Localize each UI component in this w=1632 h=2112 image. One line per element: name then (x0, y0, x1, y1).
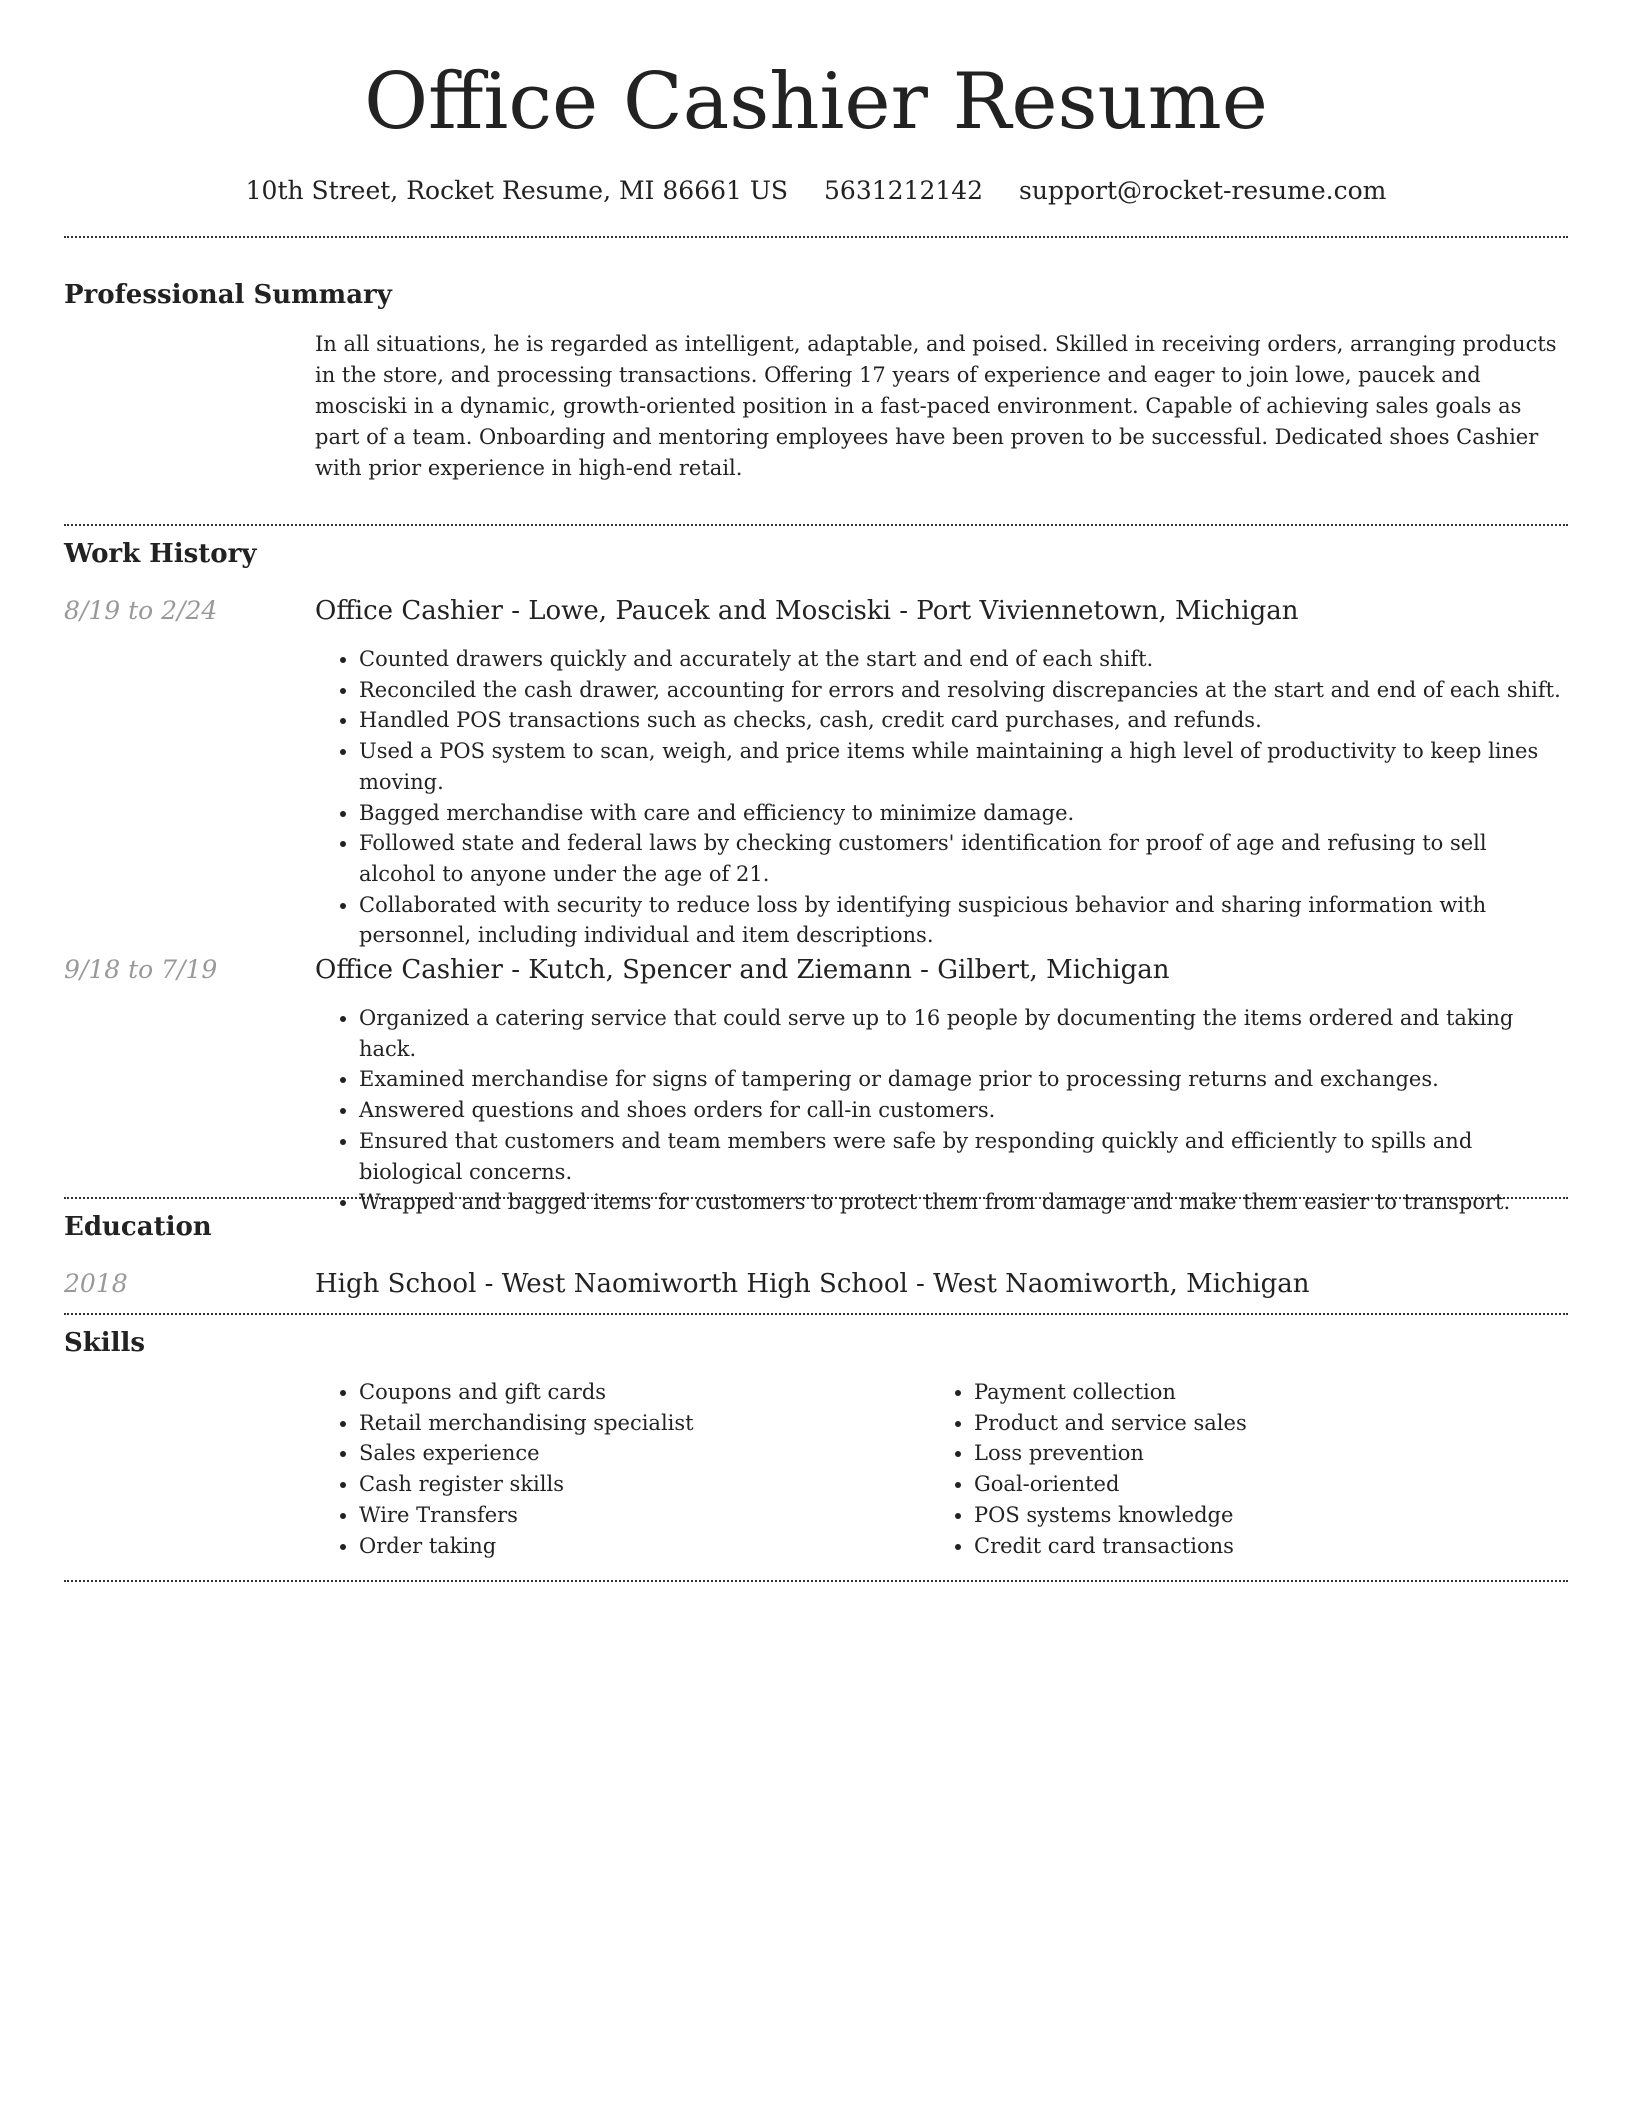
skills-column-left (315, 1377, 915, 1561)
list-item: • Collaborated with security to reduce loss by identifying suspicious behavior and sharing information with personnel, including individual and item descriptions. (359, 890, 1568, 951)
page-title: Office Cashier Resume (364, 57, 1268, 147)
job-date: 8/19 to 2/24 (64, 596, 218, 625)
phone: 5631212142 (824, 176, 984, 205)
skills-list (64, 1377, 1568, 1580)
list-item: • Product and service sales (974, 1408, 1530, 1439)
job-date: 9/18 to 7/19 (64, 955, 218, 984)
education-heading: Education (64, 1212, 212, 1242)
list-item: • Cash register skills (359, 1469, 915, 1500)
education-entry (64, 1267, 1568, 1313)
list-item: • Used a POS system to scan, weigh, and price items while maintaining a high level of productivity to keep lines moving. (359, 736, 1568, 797)
divider (64, 1580, 1568, 1582)
list-item: • Payment collection (974, 1377, 1530, 1408)
education-title: High School - West Naomiworth High School - West Naomiworth, Michigan (315, 1269, 1310, 1299)
list-item: • POS systems knowledge (974, 1500, 1530, 1531)
divider (64, 236, 1568, 238)
contact-line (64, 174, 1568, 208)
skills-column-right (930, 1377, 1530, 1561)
list-item: • Wrapped and bagged items for customers to protect them from damage and make them easier to transport. (359, 1187, 1568, 1218)
job-bullets (315, 644, 1568, 951)
list-item: • Ensured that customers and team members were safe by responding quickly and efficiently to spills and biological concerns. (359, 1126, 1568, 1187)
list-item: • Answered questions and shoes orders for call-in customers. (359, 1095, 1568, 1126)
list-item: • Wire Transfers (359, 1500, 915, 1531)
list-item: • Followed state and federal laws by checking customers' identification for proof of age and refusing to sell alcohol to anyone under the age of 21. (359, 828, 1568, 889)
list-item: • Retail merchandising specialist (359, 1408, 915, 1439)
job-title: Office Cashier - Lowe, Paucek and Mosciski - Port Viviennetown, Michigan (315, 596, 1299, 626)
work-history-heading: Work History (64, 539, 257, 569)
email: support@rocket-resume.com (1019, 176, 1387, 205)
divider (64, 524, 1568, 526)
list-item: • Credit card transactions (974, 1531, 1530, 1562)
list-item: • Reconciled the cash drawer, accounting for errors and resolving discrepancies at the start and end of each shift. (359, 675, 1568, 706)
skills-heading: Skills (64, 1328, 146, 1358)
list-item: • Examined merchandise for signs of tampering or damage prior to processing returns and exchanges. (359, 1064, 1568, 1095)
job-entry (64, 594, 1568, 953)
list-item: • Sales experience (359, 1438, 915, 1469)
divider (64, 1313, 1568, 1315)
list-item: • Counted drawers quickly and accurately at the start and end of each shift. (359, 644, 1568, 675)
resume-page (64, 0, 1568, 1582)
list-item: • Coupons and gift cards (359, 1377, 915, 1408)
list-item: • Goal-oriented (974, 1469, 1530, 1500)
list-item: • Organized a catering service that could serve up to 16 people by documenting the items ordered and taking hack. (359, 1003, 1568, 1064)
list-item: • Loss prevention (974, 1438, 1530, 1469)
education-date: 2018 (64, 1269, 128, 1298)
list-item: • Order taking (359, 1531, 915, 1562)
job-entry (64, 953, 1568, 1215)
summary-text: In all situations, he is regarded as intelligent, adaptable, and poised. Skilled in receiving orders, arranging products in the store, and processing transactions. Offering 17 years of experience and eager to join lowe, paucek and mosciski in a dynamic, growth-oriented position in a fast-paced environment. Capable of achieving sales goals as part of a team. Onboarding and mentoring employees have been proven to be successful. Dedicated shoes Cashier with prior experience in high-end retail. (315, 332, 1557, 480)
job-bullets (315, 1003, 1568, 1218)
job-title: Office Cashier - Kutch, Spencer and Ziemann - Gilbert, Michigan (315, 955, 1170, 985)
summary-heading: Professional Summary (64, 280, 392, 310)
address: 10th Street, Rocket Resume, MI 86661 US (245, 176, 789, 205)
list-item: • Bagged merchandise with care and efficiency to minimize damage. (359, 798, 1568, 829)
list-item: • Handled POS transactions such as checks, cash, credit card purchases, and refunds. (359, 705, 1568, 736)
